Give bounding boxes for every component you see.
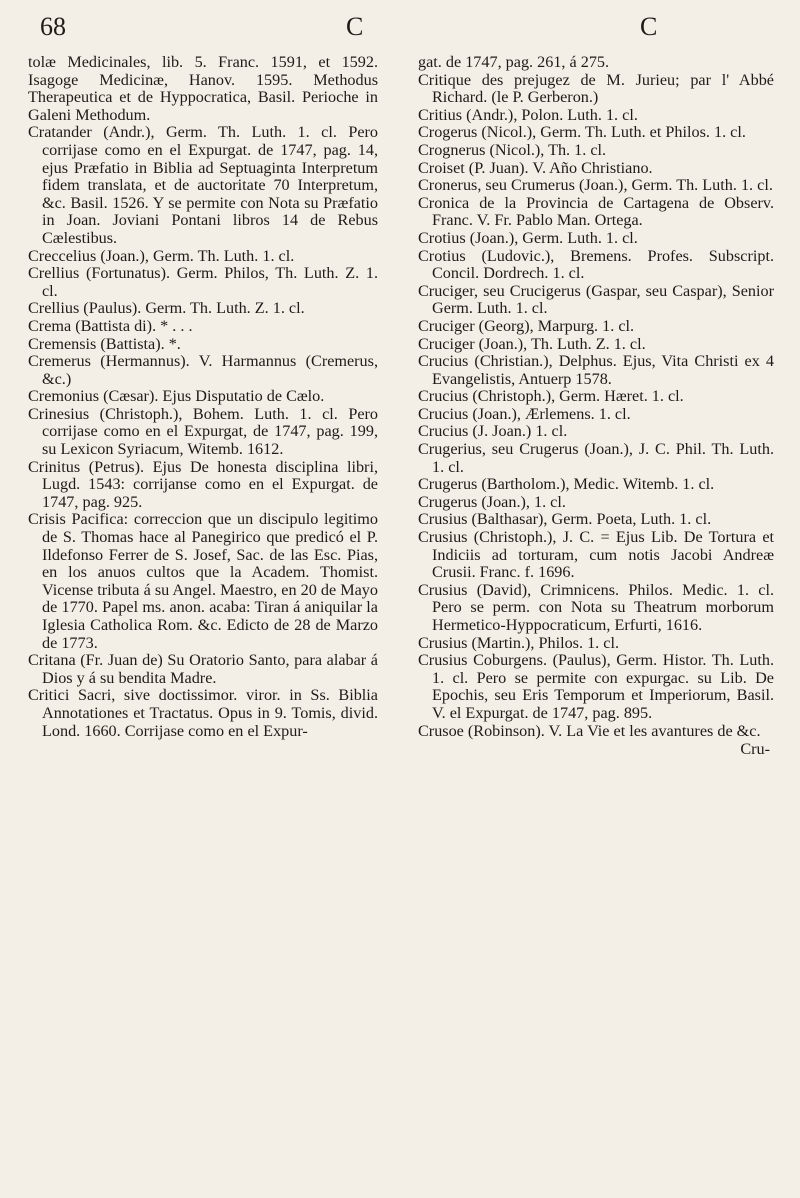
left-column-letter: C (346, 12, 364, 41)
index-entry: Crusius (Balthasar), Germ. Poeta, Luth. 1. cl. (418, 510, 712, 529)
page-number: 68 (40, 12, 66, 41)
index-entry: Crellius (Fortunatus). Germ. Philos, Th. Luth. Z. 1. cl. (28, 264, 378, 300)
index-entry: Crucius (J. Joan.) 1. cl. (418, 422, 568, 441)
right-column (418, 54, 774, 759)
index-entry: tolæ Medicinales, lib. 5. Franc. 1591, et 1592. Isagoge Medicinæ, Hanov. 1595. Methodus Therapeutica et de Hyppocratica, Basil. Perioche in Galeni Methodum. (28, 53, 378, 124)
index-entry: Crusius (Christoph.), J. C. = Ejus Lib. De Tortura et Indiciis ad torturam, cum notis Jacobi Andreæ Crusii. Franc. f. 1696. (418, 528, 774, 582)
index-entry: Crusius (David), Crimnicens. Philos. Medic. 1. cl. Pero se perm. con Nota su Theatrum morborum Hermetico-Hyppocraticum, Erfurti, 1616. (418, 580, 774, 634)
index-entry: Crucius (Joan.), Ærlemens. 1. cl. (418, 404, 631, 423)
index-entry: Crisis Pacifica: correccion que un discipulo legitimo de S. Thomas hace al Panegirico que predicó el P. Ildefonso Ferrer de S. Josef, Sac. de las Esc. Pias, en los anuos cultos que la Academ. Thomist. Vicense tributa á su Angel. Maestro, en 20 de Mayo de 1770. Papel ms. anon. acaba: Tiran á aniquilar la Iglesia Catholica Rom. &c. Edicto de 28 de Marzo de 1773. (28, 510, 378, 652)
index-entry: Critici Sacri, sive doctissimor. viror. in Ss. Biblia Annotationes et Tractatus. Opus in 9. Tomis, divid. Lond. 1660. Corrijase como en el Expur- (28, 686, 378, 740)
index-entry: Creccelius (Joan.), Germ. Th. Luth. 1. cl. (28, 246, 295, 265)
index-entry: Cronerus, seu Crumerus (Joan.), Germ. Th. Luth. 1. cl. (418, 176, 773, 195)
index-entry: Crusius (Martin.), Philos. 1. cl. (418, 633, 619, 652)
index-entry: Croiset (P. Juan). V. Año Christiano. (418, 158, 653, 177)
index-entry: gat. de 1747, pag. 261, á 275. (418, 53, 610, 71)
index-entry: Crugerius, seu Crugerus (Joan.), J. C. Phil. Th. Luth. 1. cl. (418, 440, 774, 476)
index-entry: Cruciger, seu Crucigerus (Gaspar, seu Caspar), Senior Germ. Luth. 1. cl. (418, 281, 774, 318)
right-column-letter: C (640, 12, 658, 41)
index-entry: Cratander (Andr.), Germ. Th. Luth. 1. cl. Pero corrijase como en el Expurgat. de 1747, pag. 14, ejus Præfatio in Biblia ad Septuaginta Interpretum fidem translata, et de auctoritate 70 Interpretum, &c. Basil. 1526. Y se permite con Nota su Præfatio in Joan. Joviani Pontani libros 14 de Rebus Cælestibus. (28, 123, 378, 247)
index-entry: Critique des prejugez de M. Jurieu; par l' Abbé Richard. (le P. Gerberon.) (418, 70, 774, 107)
index-entry: Critana (Fr. Juan de) Su Oratorio Santo, para alabar á Dios y á su bendita Madre. (28, 651, 378, 687)
index-entry: Crema (Battista di). * . . . (28, 316, 193, 335)
index-entry: Crucius (Christian.), Delphus. Ejus, Vita Christi ex 4 Evangelistis, Antuerp 1578. (418, 352, 774, 388)
index-entry: Cremensis (Battista). *. (28, 334, 181, 353)
index-entry: Crognerus (Nicol.), Th. 1. cl. (418, 140, 607, 159)
catchword: Cru- (740, 740, 770, 759)
index-entry: Critius (Andr.), Polon. Luth. 1. cl. (418, 105, 638, 124)
index-entry: Crogerus (Nicol.), Germ. Th. Luth. et Philos. 1. cl. (418, 123, 746, 142)
index-entry: Crinitus (Petrus). Ejus De honesta disciplina libri, Lugd. 1543: corrijanse como en el Expurgat. de 1747, pag. 925. (28, 457, 378, 511)
index-entry: Crucius (Christoph.), Germ. Hæret. 1. cl. (418, 387, 684, 406)
index-entry: Crusoe (Robinson). V. La Vie et les avantures de &c. (418, 721, 761, 740)
index-entry: Crugerus (Joan.), 1. cl. (418, 492, 566, 511)
index-entry: Crotius (Ludovic.), Bremens. Profes. Subscript. Concil. Dordrech. 1. cl. (418, 246, 774, 283)
index-entry: Cremonius (Cæsar). Ejus Disputatio de Cælo. (28, 387, 325, 406)
index-entry: Crellius (Paulus). Germ. Th. Luth. Z. 1. cl. (28, 299, 305, 318)
index-entry: Cremerus (Hermannus). V. Harmannus (Cremerus, &c.) (28, 352, 378, 388)
index-entry: Cronica de la Provincia de Cartagena de Observ. Franc. V. Fr. Pablo Man. Ortega. (418, 193, 774, 230)
index-entry: Crotius (Joan.), Germ. Luth. 1. cl. (418, 228, 638, 247)
index-entry: Crugerus (Bartholom.), Medic. Witemb. 1. cl. (418, 475, 715, 494)
index-entry: Cruciger (Georg), Marpurg. 1. cl. (418, 316, 635, 335)
left-column (28, 54, 378, 740)
page-header (40, 12, 760, 52)
index-entry: Crusius Coburgens. (Paulus), Germ. Histor. Th. Luth. 1. cl. Pero se permite con expurgac. su Lib. De Epochis, seu Eris Temporum et Imperiorum, Basil. V. el Expurgat. de 1747, pag. 895. (418, 651, 774, 722)
index-entry: Crinesius (Christoph.), Bohem. Luth. 1. cl. Pero corrijase como en el Expurgat, de 1747, pag. 199, su Lexicon Syriacum, Witemb. 1612. (28, 404, 378, 459)
index-entry: Cruciger (Joan.), Th. Luth. Z. 1. cl. (418, 334, 646, 353)
